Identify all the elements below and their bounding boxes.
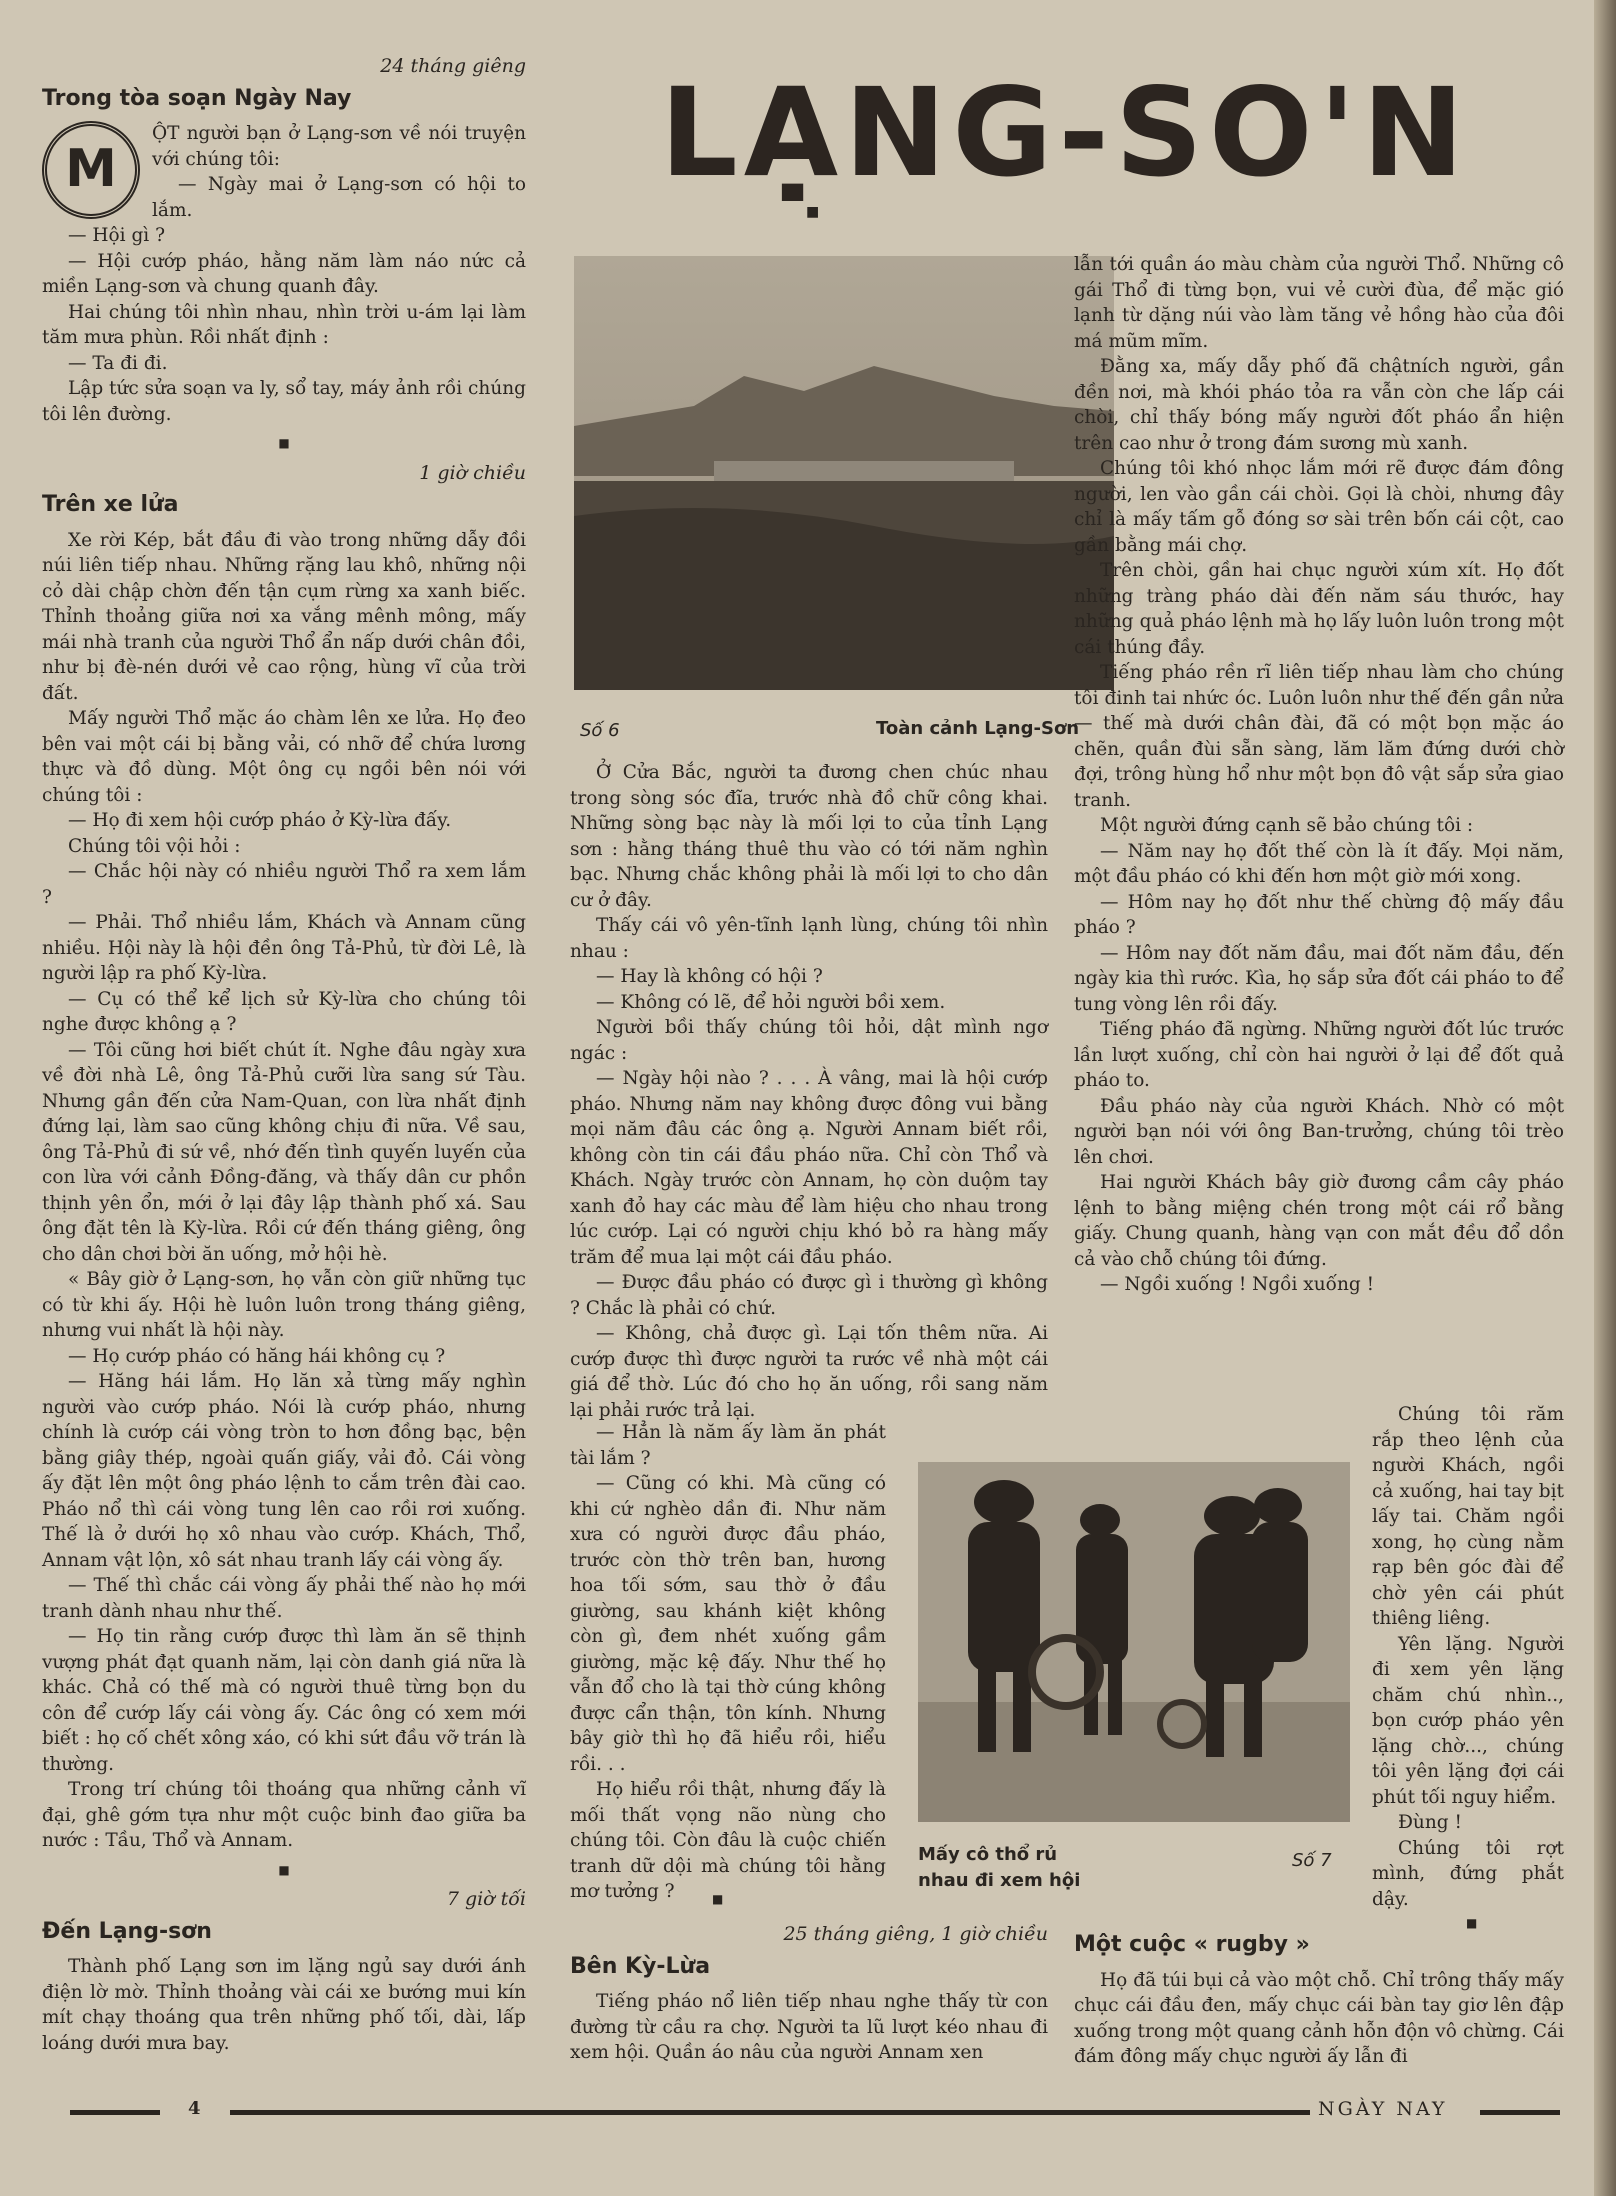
landscape-photo [574,256,1114,690]
column-3-narrow [1372,1402,1564,1912]
paragraph: — Không có lẽ, để hỏi người bồi xem. [596,991,946,1013]
section-marker: ■ [712,1892,724,1906]
paragraph: — Được đầu pháo có được gì i thường gì không ? Chắc là phải có chứ. [570,1272,1048,1319]
paragraph: — Ngày mai ở Lạng-sơn có hội to lắm. [152,174,526,221]
photo-caption: Mấy cô thổ rủ [918,1844,1058,1865]
paragraph: Chúng tôi răm rắp theo lệnh của người Khách, ngồi cả xuống, hai tay bịt lấy tai. Chăm ngồi xong, họ cùng nằm rạp bên góc đài để chờ yên cái phút thiêng liêng. [1372,1404,1564,1629]
photo-number: Số 7 [1292,1850,1332,1871]
dateline: 24 tháng giêng [380,55,526,77]
footer-rule [70,2110,160,2115]
column-3-bottom [1074,1926,1564,2070]
girls-photo-image [918,1462,1350,1822]
paragraph: — Hôm nay đốt năm đầu, mai đốt năm đầu, đến ngày kia thì rước. Kìa, họ sắp sửa đốt cái pháo to để tung vòng lên rồi đấy. [1074,942,1564,1015]
paragraph: Xe rời Kép, bắt đầu đi vào trong những dẫy đồi núi liên tiếp nhau. Những rặng lau khô, những nội cỏ dài chập chờn đến tận cụm rừng xa xanh biếc. Thỉnh thoảng giữa nơi xa vắng mênh mông, mấy mái nhà tranh của người Thổ ẩn nấp dưới chân đồi, như bị đè-nén dưới vẻ cao rộng, hùng vĩ của trời đất. [42,529,526,704]
paragraph: — Ngày hội nào ? . . . À vâng, mai là hội cướp pháo. Nhưng năm nay không được đông vui bằng mọi năm đâu các ông ạ. Người Annam biết rồi, không còn tin cái đầu pháo nữa. Chỉ còn Thổ và Khách. Ngày trước còn Annam, họ còn duộm tay xanh đỏ hay các màu để làm hiệu cho nhau trong lúc cướp. Lại có người chịu khó bỏ ra hàng mấy trăm để mua lại một cái đầu pháo. [570,1068,1048,1268]
section-heading: Trong tòa soạn Ngày Nay [42,85,352,111]
section-heading: Trên xe lửa [42,492,179,517]
paragraph: Tiếng pháo nổ liên tiếp nhau nghe thấy từ con đường từ cầu ra chợ. Người ta lũ lượt kéo nhau đi xem hội. Quần áo nâu của người Annam xen [570,1991,1048,2063]
paragraph: Chúng tôi khó nhọc lắm mới rẽ được đám đông người, len vào gần cái chòi. Gọi là chòi, nhưng đây chỉ là mấy tấm gỗ đóng sơ sài trên bốn cái cột, cao gần bằng mái chợ. [1074,458,1564,556]
paragraph: — Họ tin rằng cướp được thì làm ăn sẽ thịnh vượng phát đạt quanh năm, lại còn danh giá nữa là khác. Chả có thế mà có người thuê từng bọn du côn để cướp lấy cái vòng ấy. Các ông có xem mới biết : họ cố chết xông xáo, có khi sứt đầu vỡ trán là thường. [42,1626,526,1775]
publication-name: NGÀY NAY [1310,2098,1455,2120]
paragraph: Hai người Khách bây giờ đương cầm cây pháo lệnh to bằng miệng chén trong một cái rổ bằng giấy. Chung quanh, hàng vạn con mắt đều đổ dồn cả vào chỗ chúng tôi đứng. [1074,1172,1564,1270]
paragraph: — Cũng có khi. Mà cũng có khi cứ nghèo dần đi. Như năm xưa có người được đầu pháo, trước còn thờ trên ban, hương hoa tối sớm, sau thờ ở đầu giường, sau khánh kiệt không còn gì, đem nhét xuống gầm giường, mặc kệ đấy. Như thế họ vẫn đổ cho là tại thờ cúng không được cẩn thận, tôn kính. Nhưng bây giờ thì họ đã hiểu rồi, hiểu rồi. . . [570,1473,886,1775]
landscape-photo-image [574,256,1114,690]
paragraph: Họ đã túi bụi cả vào một chỗ. Chỉ trông thấy mấy chục cái đầu đen, mấy chục cái bàn tay giơ lên đập xuống trong một quang cảnh hỗn độn vô chừng. Cái đám đông mấy chục người ấy lẫn đi [1074,1969,1564,2067]
dateline: 7 giờ tối [446,1888,526,1910]
paragraph: ỘT người bạn ở Lạng-sơn về nói truyện với chúng tôi: [152,123,526,170]
paragraph: — Cụ có thể kể lịch sử Kỳ-lừa cho chúng tôi nghe được không ạ ? [42,988,526,1035]
photo-number: Số 6 [580,720,620,741]
page-edge [1594,0,1616,2196]
paragraph: — Năm nay họ đốt thế còn là ít đấy. Mọi năm, một đầu pháo có khi đến hơn một giờ mới xong. [1074,840,1564,887]
paragraph: « Bây giờ ở Lạng-sơn, họ vẫn còn giữ những tục có từ khi ấy. Hội hè luôn luôn trong tháng giêng, nhưng vui nhất là hội này. [42,1269,526,1341]
section-heading: Đến Lạng-sơn [42,1918,212,1944]
paragraph: — Hội cướp pháo, hằng năm làm náo nức cả miền Lạng-sơn và chung quanh đây. [42,250,526,297]
paragraph: — Ngồi xuống ! Ngồi xuống ! [1100,1274,1375,1295]
paragraph: Đầu pháo này của người Khách. Nhờ có một người bạn nói với ông Ban-trưởng, chúng tôi trèo lên chơi. [1074,1095,1564,1168]
paragraph: Thành phố Lạng sơn im lặng ngủ say dưới ánh điện lờ mờ. Thỉnh thoảng vài cái xe bướng mui kín mít chạy thoáng qua trên những phố tối, dài, lấp loáng dưới mưa bay. [42,1956,526,2054]
paragraph: — Hẳn là năm ấy làm ăn phát tài lắm ? [570,1422,886,1469]
paragraph: — Không, chả được gì. Lại tốn thêm nữa. Ai cướp được thì được người ta rước về nhà một cái giá để thờ. Lúc đó cho họ ăn uống, rồi sang năm lại phải rước trả lại. [570,1323,1048,1421]
paragraph: Một người đứng cạnh sẽ bảo chúng tôi : [1100,815,1474,836]
paragraph: Hai chúng tôi nhìn nhau, nhìn trời u-ám lại làm tăm mưa phùn. Rồi nhất định : [42,301,526,348]
paragraph: Chúng tôi rợt mình, đứng phắt dậy. [1372,1837,1564,1910]
paragraph: Lập tức sửa soạn va ly, sổ tay, máy ảnh rồi chúng tôi lên đường. [42,378,526,425]
section-heading: Bên Kỳ-Lừa [570,1953,711,1979]
girls-photo [918,1462,1350,1822]
paragraph: Tiếng pháo rền rĩ liên tiếp nhau làm cho chúng tôi đinh tai nhức óc. Luôn luôn như thế đến gần nửa — thế mà dưới chân đài, đã có một bọn mặc áo chẽn, quần đùi sẵn sàng, lăm lăm đứng dưới chờ đợi, trông hùng hổ như một bọn đô vật sắp sửa giao tranh. [1074,662,1564,811]
paragraph: — Hay là không có hội ? [596,966,823,987]
section-marker: ■ [278,1862,290,1877]
paragraph: — Tôi cũng hơi biết chút ít. Nghe đâu ngày xưa về đời nhà Lê, ông Tả-Phủ cưỡi lừa sang sứ Tàu. Nhưng gần đến cửa Nam-Quan, con lừa nhất định đứng lại, làm sao cũng không chịu đi nữa. Về sau, ông Tả-Phủ đi sứ về, nhớ đến tình quyến luyến của con lừa với cảnh Đồng-đăng, và thấy dân cư phồn thịnh yên ổn, mới ở lại đây lập thành phố xá. Sau ông đặt tên là Kỳ-lừa. Rồi cứ đến tháng giêng, ông cho dân chơi bời ăn uống, mở hội hè. [42,1039,526,1265]
paragraph: — Họ đi xem hội cướp pháo ở Kỳ-lừa đấy. [68,810,452,831]
paragraph: Thấy cái vô yên-tĩnh lạnh lùng, chúng tôi nhìn nhau : [570,915,1048,962]
section-marker: ■ [278,436,290,450]
paragraph: Người bồi thấy chúng tôi hỏi, dật mình ngơ ngác : [570,1017,1048,1064]
paragraph: Đùng ! [1398,1812,1462,1833]
photo-caption: nhau đi xem hội [918,1870,1081,1891]
paragraph: Họ hiểu rồi thật, nhưng đấy là mối thất vọng não nùng cho chúng tôi. Còn đâu là cuộc chiến tranh dữ dội mà chúng tôi hằng mơ tưởng ? [570,1779,886,1902]
paragraph: — Hội gì ? [68,225,166,246]
column-1 [42,50,526,2056]
paragraph: Trong trí chúng tôi thoáng qua những cảnh vĩ đại, ghê gớm tựa như một cuộc binh đao giữa ba nước : Tầu, Thổ và Annam. [42,1779,526,1851]
paragraph: Ở Cửa Bắc, người ta đương chen chúc nhau trong sòng sóc đĩa, trước nhà đồ chữ công khai. Những sòng bạc này là mối lợi to của tỉnh Lạng sơn : hằng tháng thuê thu vào có tới năm nghìn bạc. Nhưng chắc không phải là mối lợi to cho dân cư ở đây. [570,762,1048,911]
drop-cap: M [42,121,140,219]
column-2-lower [570,1420,886,1905]
paragraph: Mấy người Thổ mặc áo chàm lên xe lửa. Họ đeo bên vai một cái bị bằng vải, có nhỡ để chứa lương thực và đồ dùng. Một ông cụ ngồi bên nói với chúng tôi : [42,708,526,806]
paragraph: — Phải. Thổ nhiều lắm, Khách và Annam cũng nhiều. Hội này là hội đền ông Tả-Phủ, từ đời Lê, là người lập ra phố Kỳ-lừa. [42,912,526,984]
paragraph: — Chắc hội này có nhiều người Thổ ra xem lắm ? [42,861,526,908]
paragraph: Đằng xa, mấy dẫy phố đã chậtních người, gần đền nơi, mà khói pháo tỏa ra vẫn còn che lấp cái chòi, chỉ thấy bóng mấy người đốt pháo ẩn hiện trên cao như ở trong đám sương mù xanh. [1074,356,1564,454]
column-2-bottom [570,1922,1048,2066]
footer-rule [1480,2110,1560,2115]
dateline: 25 tháng giêng, 1 giờ chiều [783,1923,1048,1945]
footer-rule [230,2110,1350,2115]
paragraph: Trên chòi, gần hai chục người xúm xít. Họ đốt những tràng pháo dài đến năm sáu thước, hay những quả pháo lệnh mà họ lấy luôn luôn trong một cái thúng đầy. [1074,560,1564,658]
photo-caption: Toàn cảnh Lạng-Sơn [876,718,1080,739]
dateline: 1 giờ chiều [419,461,526,484]
page-number: 4 [188,2098,201,2119]
masthead-title: LẠNG-SO'N [660,62,1471,204]
paragraph: Chúng tôi vội hỏi : [68,835,241,857]
paragraph: lẫn tới quần áo màu chàm của người Thổ. Những cô gái Thổ đi từng bọn, vui vẻ cười đùa, để mặc gió lạnh từ dặng núi vào làm tăng vẻ hồng hào của đôi má mũm mĩm. [1074,254,1564,352]
paragraph: Yên lặng. Người đi xem yên lặng chăm chú nhìn.., bọn cướp pháo yên lặng chờ..., chúng tôi yên lặng đợi cái phút tối nguy hiểm. [1372,1633,1564,1808]
paragraph: Tiếng pháo đã ngừng. Những người đốt lúc trước lần lượt xuống, chỉ còn hai người ở lại để đốt quả pháo to. [1074,1019,1564,1091]
page-footer [70,2098,1560,2128]
column-3 [1074,252,1564,1298]
paragraph: — Thế thì chắc cái vòng ấy phải thế nào họ mới tranh dành nhau như thế. [42,1575,526,1622]
column-2 [570,760,1048,1423]
section-heading: Một cuộc « rugby » [1074,1932,1310,1957]
paragraph: — Họ cướp pháo có hăng hái không cụ ? [68,1345,446,1367]
section-marker: ■ [1466,1916,1478,1930]
section-marker: ■ [806,204,820,220]
paragraph: — Hăng hái lắm. Họ lăn xả từng mấy nghìn người vào cướp pháo. Nói là cướp pháo, nhưng chính là cướp cái vòng tròn to hơn đồng bạc, bện bằng giây thép, ngoài quấn giấy, vải đỏ. Cái vòng ấy đặt lên một ông pháo lệnh to cắm trên đài cao. Pháo nổ thì cái vòng tung lên cao rồi rơi xuống. Thế là ở dưới họ xô nhau vào cướp. Khách, Thổ, Annam vật lộn, xô sát nhau tranh lấy cái vòng ấy. [42,1371,526,1571]
paragraph: — Ta đi đi. [68,352,168,374]
paragraph: — Hôm nay họ đốt như thế chừng độ mấy đầu pháo ? [1074,891,1564,938]
